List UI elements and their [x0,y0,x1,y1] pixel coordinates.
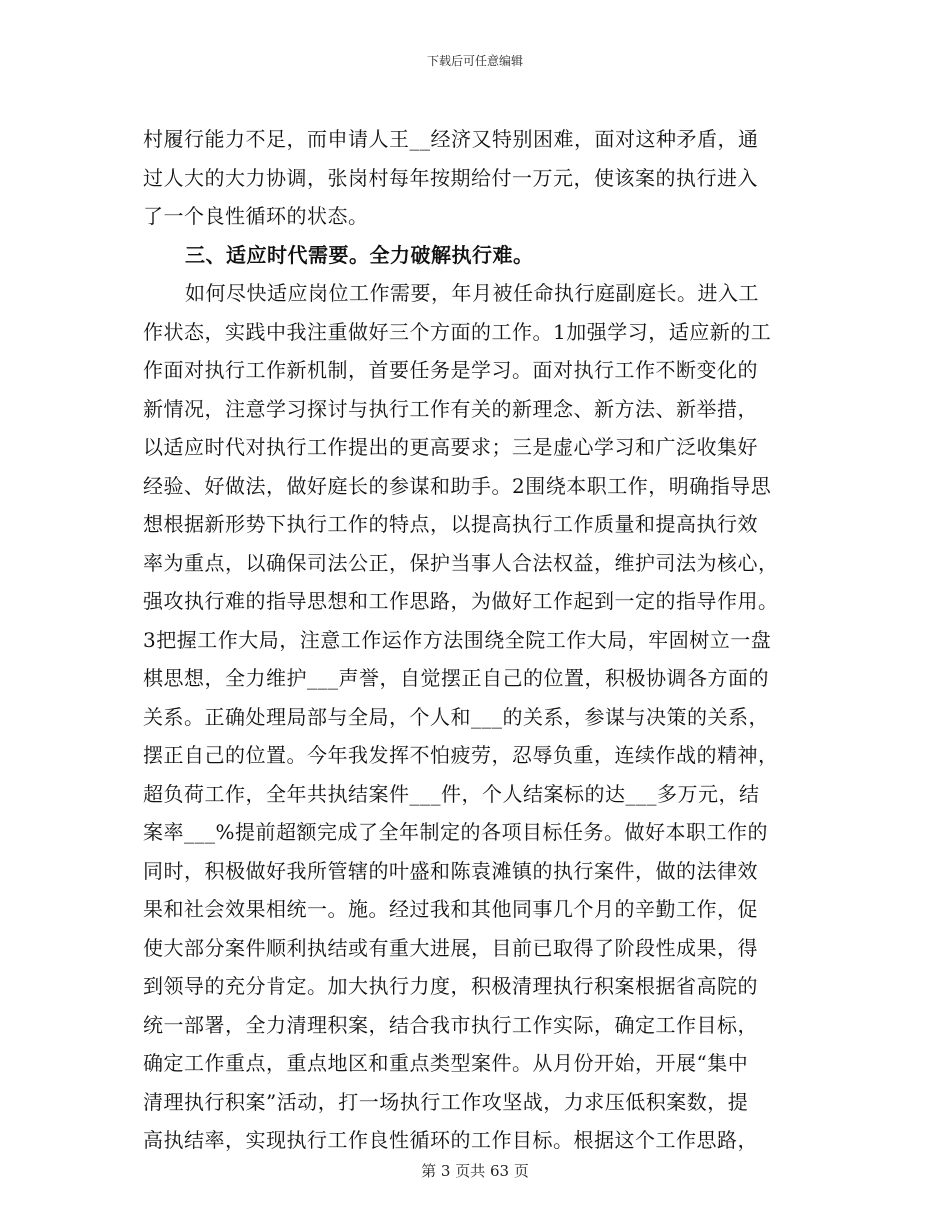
paragraph-first-line: 如何尽快适应岗位工作需要，年月被任命执行庭副庭长。进入工 [185,281,759,305]
body-line: 想根据新形势下执行工作的特点，以提高执行工作质量和提高执行效 [143,512,758,536]
body-line: 3把握工作大局，注意工作运作方法围绕全院工作大局，牢固树立一盘 [143,627,772,652]
page-header: 下载后可任意编辑 [426,54,523,68]
body-line: 新情况，注意学习探讨与执行工作有关的新理念、新方法、新举措， [143,396,758,421]
body-line: 了一个良性循环的状态。 [143,204,369,228]
body-line: 果和社会效果相统一。施。经过我和其他同事几个月的辛勤工作，促 [143,897,758,921]
body-line: 到领导的充分肯定。加大执行力度，积极清理执行积案根据省高院的 [143,974,758,998]
body-line: 以适应时代对执行工作提出的更高要求；三是虚心学习和广泛收集好 [143,435,758,459]
page-number: 第 3 页共 63 页 [421,1162,529,1180]
body-line: 清理执行积案”活动，打一场执行工作攻坚战，力求压低积案数，提 [143,1089,749,1114]
body-line: 使大部分案件顺利执结或有重大进展，目前已取得了阶段性成果，得 [143,935,758,960]
body-line: 案率___%提前超额完成了全年制定的各项目标任务。做好本职工作的 [143,820,769,844]
body-line: 关系。正确处理局部与全局，个人和___的关系，参谋与决策的关系， [143,704,769,729]
body-line: 强攻执行难的指导思想和工作思路，为做好工作起到一定的指导作用。 [143,589,779,613]
body-line: 同时，积极做好我所管辖的叶盛和陈袁滩镇的执行案件，做的法律效 [143,858,758,883]
body-line: 超负荷工作，全年共执结案件___件，个人结案标的达___多万元，结 [143,781,760,806]
body-line: 棋思想，全力维护___声誉，自觉摆正自己的位置，积极协调各方面的 [143,666,769,690]
document-body [143,120,808,1160]
body-line: 经验、好做法，做好庭长的参谋和助手。2围绕本职工作，明确指导思 [143,473,772,498]
body-line: 摆正自己的位置。今年我发挥不怕疲劳，忍辱负重，连续作战的精神， [143,743,779,767]
body-line: 率为重点，以确保司法公正，保护当事人合法权益，维护司法为核心， [143,550,779,575]
body-line: 作面对执行工作新机制，首要任务是学习。面对执行工作不断变化的 [143,358,758,382]
body-line: 确定工作重点，重点地区和重点类型案件。从月份开始，开展“集中 [143,1051,749,1075]
section-heading: 三、适应时代需要。全力破解执行难。 [185,242,534,267]
body-line: 作状态，实践中我注重做好三个方面的工作。1加强学习，适应新的工 [143,319,772,344]
body-line: 统一部署，全力清理积案，结合我市执行工作实际，确定工作目标， [143,1012,758,1037]
body-line: 村履行能力不足，而申请人王__经济又特别困难，面对这种矛盾，通 [143,127,759,151]
body-line: 过人大的大力协调，张岗村每年按期给付一万元，使该案的执行进入 [143,165,758,190]
body-line: 高执结率，实现执行工作良性循环的工作目标。根据这个工作思路， [143,1128,758,1152]
